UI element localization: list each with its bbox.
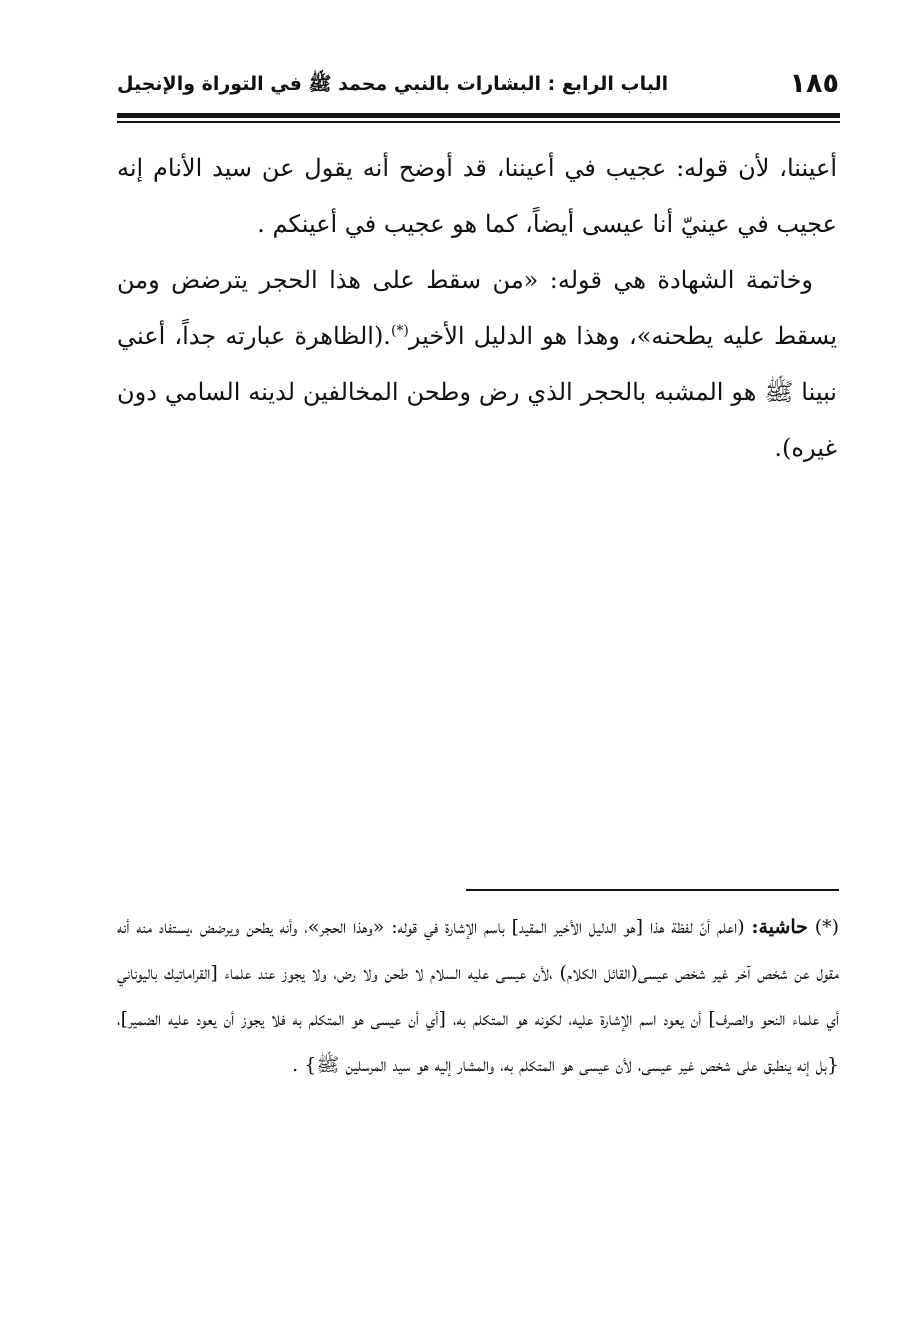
- paragraph-text: .(الظاهرة عبارته جداً، أعني نبينا ﷺ هو المشبه بالحجر الذي رض وطحن المخالفين لدينه السامي دون غيره).: [117, 322, 837, 462]
- footnote: [117, 904, 839, 1088]
- paragraph-text: وخاتمة الشهادة هي قوله: «من سقط على هذا الحجر يترضض ومن يسقط عليه يطحنه»، وهذا هو الدليل الأخير: [117, 266, 837, 350]
- page-number: ١٨٥: [789, 68, 839, 99]
- header-rule-thick: [117, 113, 840, 118]
- page-header: [117, 64, 839, 108]
- footnote-separator: [466, 889, 839, 891]
- footnote-label: حاشية:: [751, 916, 808, 938]
- main-text: [117, 140, 837, 476]
- paragraph: [117, 252, 837, 476]
- footnote-marker: (*): [814, 916, 840, 938]
- footnote-text: (اعلم أنّ لفظة هذا [هو الدليل الأخير المقيد] باسم الإشارة في قوله: «وهذا الحجر»، وأنه يطحن ويرضض ،يستفاد منه أنه مقول عن شخص آخر غير شخص عيسى(القائل الكلام) ،لأن عيسى عليه السلام لا طحن ولا رض، ولا يجوز عند علماء [القراماتيك باليوناني أي علماء النحو والصرف] أن يعود اسم الإشارة عليه، لكونه هو المتكلم به، [أي أن عيسى هو المتكلم به فلا يجوز أن يعود عليه الضمير]، {بل إنه ينطبق على شخص غير عيسى، لأن عيسى هو المتكلم به، والمشار إليه هو سيد المرسلين ﷺ} .: [117, 916, 839, 1076]
- paragraph: أعيننا، لأن قوله: عجيب في أعيننا، قد أوضح أنه يقول عن سيد الأنام إنه عجيب في عينيّ أنا عيسى أيضاً، كما هو عجيب في أعينكم .: [117, 154, 837, 238]
- footnote-reference: (*): [390, 323, 409, 339]
- running-title: الباب الرابع : البشارات بالنبي محمد ﷺ في التوراة والإنجيل: [117, 73, 669, 95]
- header-rule-thin: [117, 121, 840, 123]
